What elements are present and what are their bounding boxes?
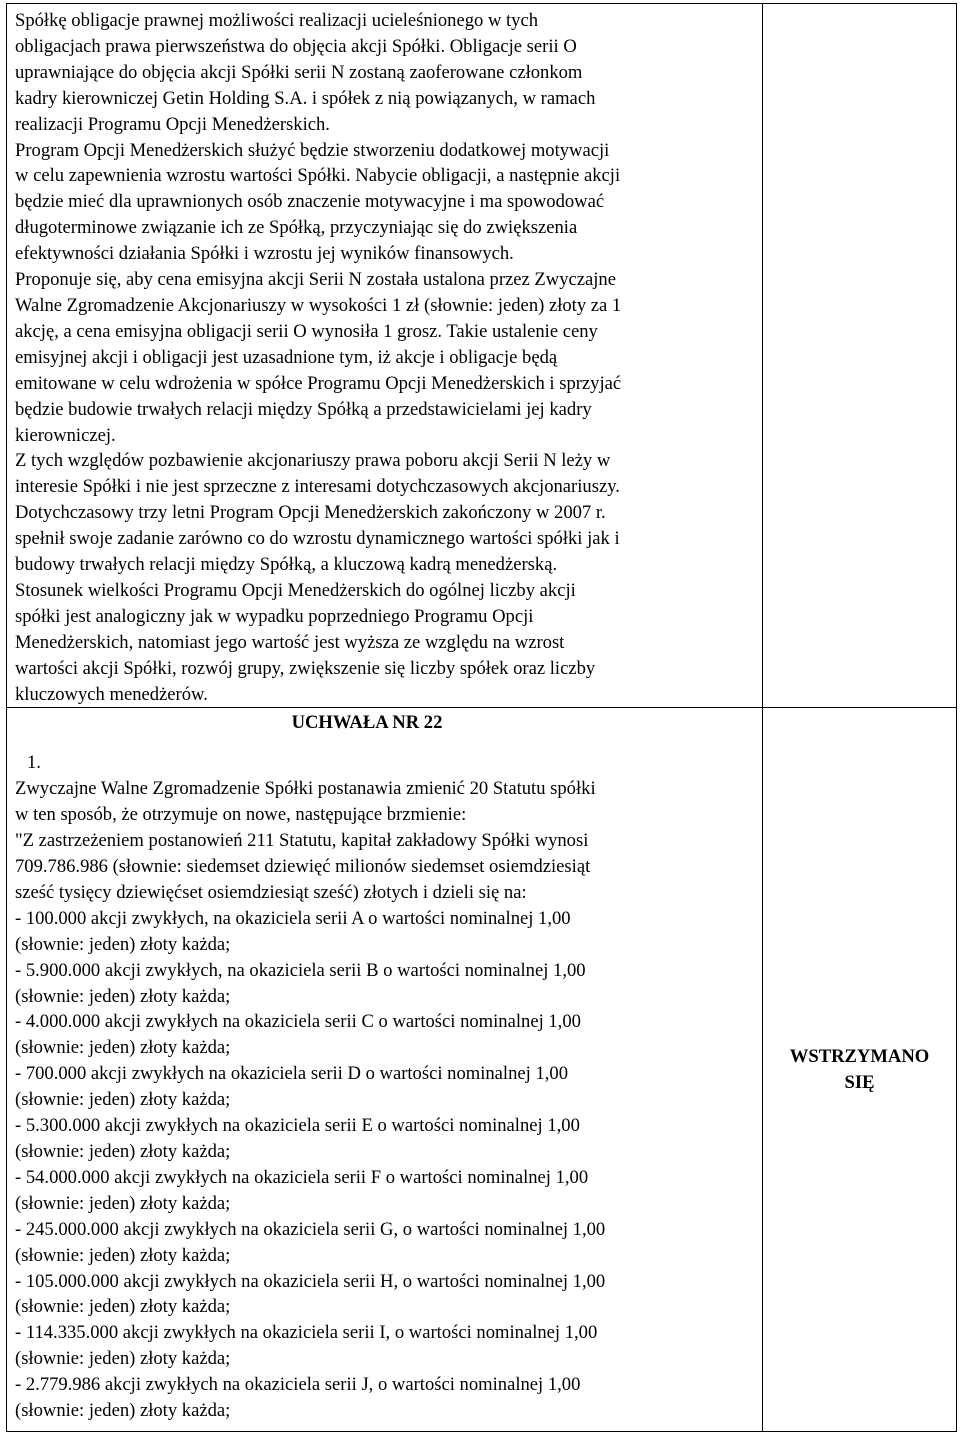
paragraph-number: 1. [27, 752, 41, 774]
resolution-cell [7, 708, 763, 1432]
table-row-justification [7, 4, 957, 708]
justification-side-cell [763, 4, 957, 708]
justification-cell [7, 4, 763, 708]
document-table [6, 3, 957, 1432]
vote-cell [763, 708, 957, 1432]
justification-text: Spółkę obligacje prawnej możliwości realizacji ucieleśnionego w tych obligacjach prawa pierwszeństwa do objęcia akcji Spółki. Obligacje serii O uprawniające do objęcia akcji Spółki serii N zostaną zaoferowane członkom kadry kierowniczej Getin Holding S.A. i spółek z nią powiązanych, w ramach realizacji Programu Opcji Menedżerskich. Program Opcji Menedżerskich służyć będzie stworzeniu dodatkowej motywacji w celu zapewnienia wzrostu wartości Spółki. Nabycie obligacji, a następnie akcji będzie mieć dla uprawnionych osób znaczenie motywacyjne i ma spowodować długoterminowe związanie ich ze Spółką, przyczyniając się do zwiększenia efektywności działania Spółki i wzrostu jej wyników finansowych. Proponuje się, aby cena emisyjna akcji Serii N została ustalona przez Zwyczajne Walne Zgromadzenie Akcjonariuszy w wysokości 1 zł (słownie: jeden) złoty za 1 akcję, a cena emisyjna obligacji serii O wynosiła 1 grosz. Takie ustalenie ceny emisyjnej akcji i obligacji jest uzasadnione tym, iż akcje i obligacje będą emitowane w celu wdrożenia w spółce Programu Opcji Menedżerskich i sprzyjać będzie budowie trwałych relacji między Spółką a przedstawicielami jej kadry kierowniczej. Z tych względów pozbawienie akcjonariuszy prawa poboru akcji Serii N leży w interesie Spółki i nie jest sprzeczne z interesami dotychczasowych akcjonariuszy. Dotychczasowy trzy letni Program Opcji Menedżerskich zakończony w 2007 r. spełnił swoje zadanie zarówno co do wzrostu dynamicznego wartości spółki jak i budowy trwałych relacji między Spółką, a kluczową kadrą menedżerską. Stosunek wielkości Programu Opcji Menedżerskich do ogólnej liczby akcji spółki jest analogiczny jak w wypadku poprzedniego Programu Opcji Menedżerskich, natomiast jego wartość jest wyższa ze względu na wzrost wartości akcji Spółki, rozwój grupy, zwiększenie się liczby spółek oraz liczby kluczowych menedżerów. [15, 10, 622, 705]
vote-verdict: WSTRZYMANO SIĘ [789, 1046, 930, 1093]
resolution-text: Zwyczajne Walne Zgromadzenie Spółki postanawia zmienić 20 Statutu spółki w ten sposób, że otrzymuje on nowe, następujące brzmienie: "Z zastrzeżeniem postanowień 211 Statutu, kapitał zakładowy Spółki wynosi 709.786.986 (słownie: siedemset dziewięć milionów siedemset osiemdziesiąt sześć tysięcy dziewięćset osiemdziesiąt sześć) złotych i dzieli się na: - 100.000 akcji zwykłych, na okaziciela serii A o wartości nominalnej 1,00 (słownie: jeden) złoty każda; - 5.900.000 akcji zwykłych, na okaziciela serii B o wartości nominalnej 1,00 (słownie: jeden) złoty każda; - 4.000.000 akcji zwykłych na okaziciela serii C o wartości nominalnej 1,00 (słownie: jeden) złoty każda; - 700.000 akcji zwykłych na okaziciela serii D o wartości nominalnej 1,00 (słownie: jeden) złoty każda; - 5.300.000 akcji zwykłych na okaziciela serii E o wartości nominalnej 1,00 (słownie: jeden) złoty każda; - 54.000.000 akcji zwykłych na okaziciela serii F o wartości nominalnej 1,00 (słownie: jeden) złoty każda; - 245.000.000 akcji zwykłych na okaziciela serii G, o wartości nominalnej 1,00 (słownie: jeden) złoty każda; - 105.000.000 akcji zwykłych na okaziciela serii H, o wartości nominalnej 1,00 (słownie: jeden) złoty każda; - 114.335.000 akcji zwykłych na okaziciela serii I, o wartości nominalnej 1,00 (słownie: jeden) złoty każda; - 2.779.986 akcji zwykłych na okaziciela serii J, o wartości nominalnej 1,00 (słownie: jeden) złoty każda; [15, 778, 606, 1422]
table-row-resolution-22 [7, 708, 957, 1432]
resolution-title: UCHWAŁA NR 22 [291, 712, 443, 734]
